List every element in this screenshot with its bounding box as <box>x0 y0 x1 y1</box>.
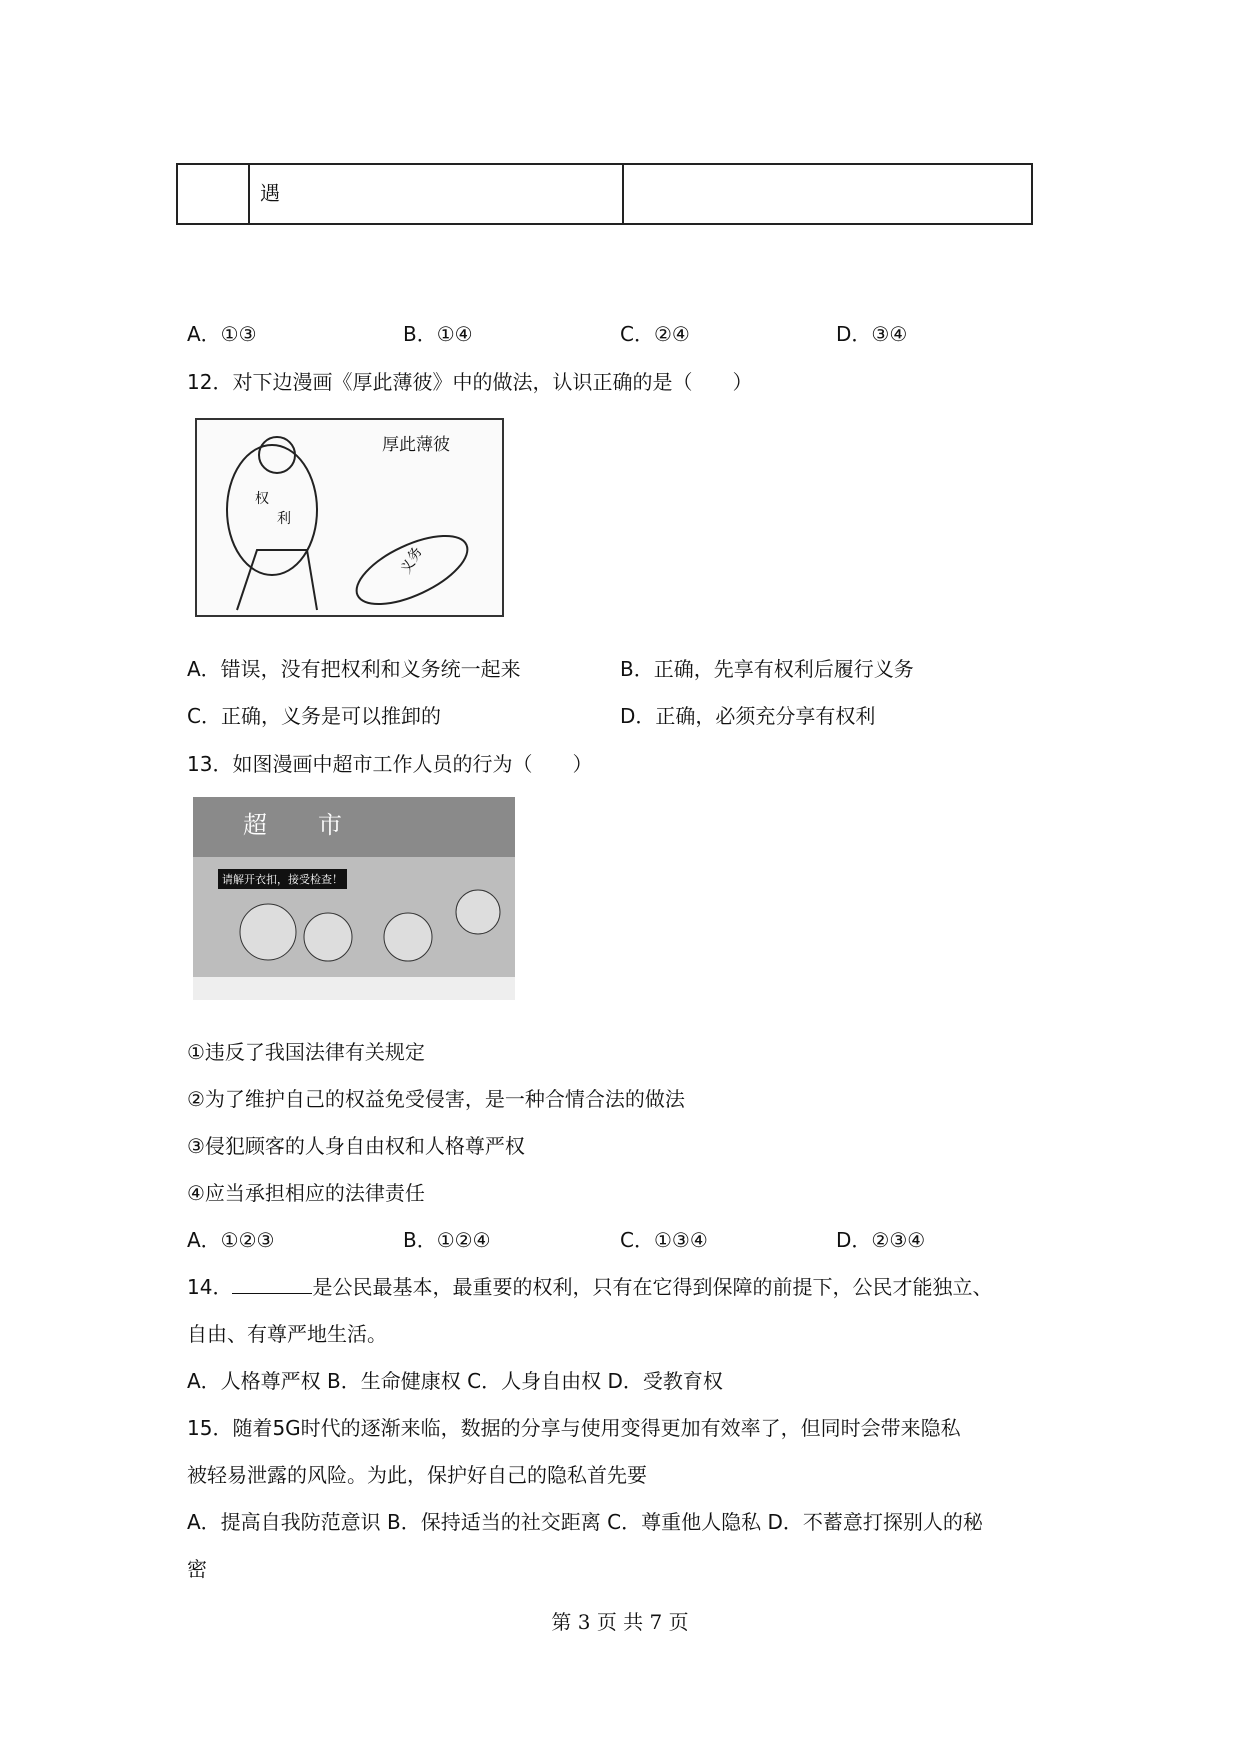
q13-option-b: B．①②④ <box>403 1228 491 1252</box>
q11-option-c: C．②④ <box>620 322 690 346</box>
table-cell: 遇 <box>249 164 623 224</box>
speech-bubble: 请解开衣扣，接受检查！ <box>218 869 347 889</box>
q13-item: ③侵犯顾客的人身自由权和人格尊严权 <box>187 1134 525 1158</box>
q13-item: ②为了维护自己的权益免受侵害，是一种合情合法的做法 <box>187 1087 685 1111</box>
q12-option-a: A．错误，没有把权利和义务统一起来 <box>187 657 521 681</box>
q12-option-d: D．正确，必须充分享有权利 <box>620 704 876 728</box>
fill-blank <box>232 1293 312 1294</box>
q14-stem <box>187 1275 992 1299</box>
q13-item: ①违反了我国法律有关规定 <box>187 1040 425 1064</box>
q15-stem-line2: 被轻易泄露的风险。为此，保护好自己的隐私首先要 <box>187 1463 647 1487</box>
q15-options: A．提高自我防范意识 B．保持适当的社交距离 C．尊重他人隐私 D．不蓄意打探别人的秘 <box>187 1510 983 1534</box>
answer-table <box>176 163 1033 225</box>
q13-cartoon <box>193 797 515 1000</box>
q12-cartoon <box>195 418 504 617</box>
q13-option-a: A．①②③ <box>187 1228 275 1252</box>
q12-stem: 12．对下边漫画《厚此薄彼》中的做法，认识正确的是（ ） <box>187 370 753 394</box>
q11-option-a: A．①③ <box>187 322 257 346</box>
cartoon-label: 权 <box>255 491 269 507</box>
q11-option-d: D．③④ <box>836 322 908 346</box>
q13-option-c: C．①③④ <box>620 1228 708 1252</box>
sign-text: 超 <box>243 811 267 839</box>
q12-option-b: B．正确，先享有权利后履行义务 <box>620 657 914 681</box>
q15-options-line2: 密 <box>187 1557 207 1581</box>
cartoon-label: 义务 <box>397 544 426 577</box>
table-cell <box>623 164 1032 224</box>
q15-stem: 15．随着5G时代的逐渐来临，数据的分享与使用变得更加有效率了，但同时会带来隐私 <box>187 1416 961 1440</box>
q14-number: 14． <box>187 1275 233 1299</box>
q13-option-d: D．②③④ <box>836 1228 926 1252</box>
q14-stem-line2: 自由、有尊严地生活。 <box>187 1322 387 1346</box>
page-footer: 第 3 页 共 7 页 <box>551 1610 689 1634</box>
cartoon-label: 利 <box>277 511 291 527</box>
sign-text: 市 <box>318 811 342 839</box>
q14-stem-text: 是公民最基本，最重要的权利，只有在它得到保障的前提下，公民才能独立、 <box>312 1275 993 1299</box>
q14-options: A．人格尊严权 B．生命健康权 C．人身自由权 D．受教育权 <box>187 1369 723 1393</box>
q13-item: ④应当承担相应的法律责任 <box>187 1181 425 1205</box>
q13-stem: 13．如图漫画中超市工作人员的行为（ ） <box>187 752 593 776</box>
q11-option-b: B．①④ <box>403 322 473 346</box>
q12-option-c: C．正确，义务是可以推卸的 <box>187 704 441 728</box>
table-cell <box>177 164 249 224</box>
cartoon-title: 厚此薄彼 <box>382 435 450 455</box>
